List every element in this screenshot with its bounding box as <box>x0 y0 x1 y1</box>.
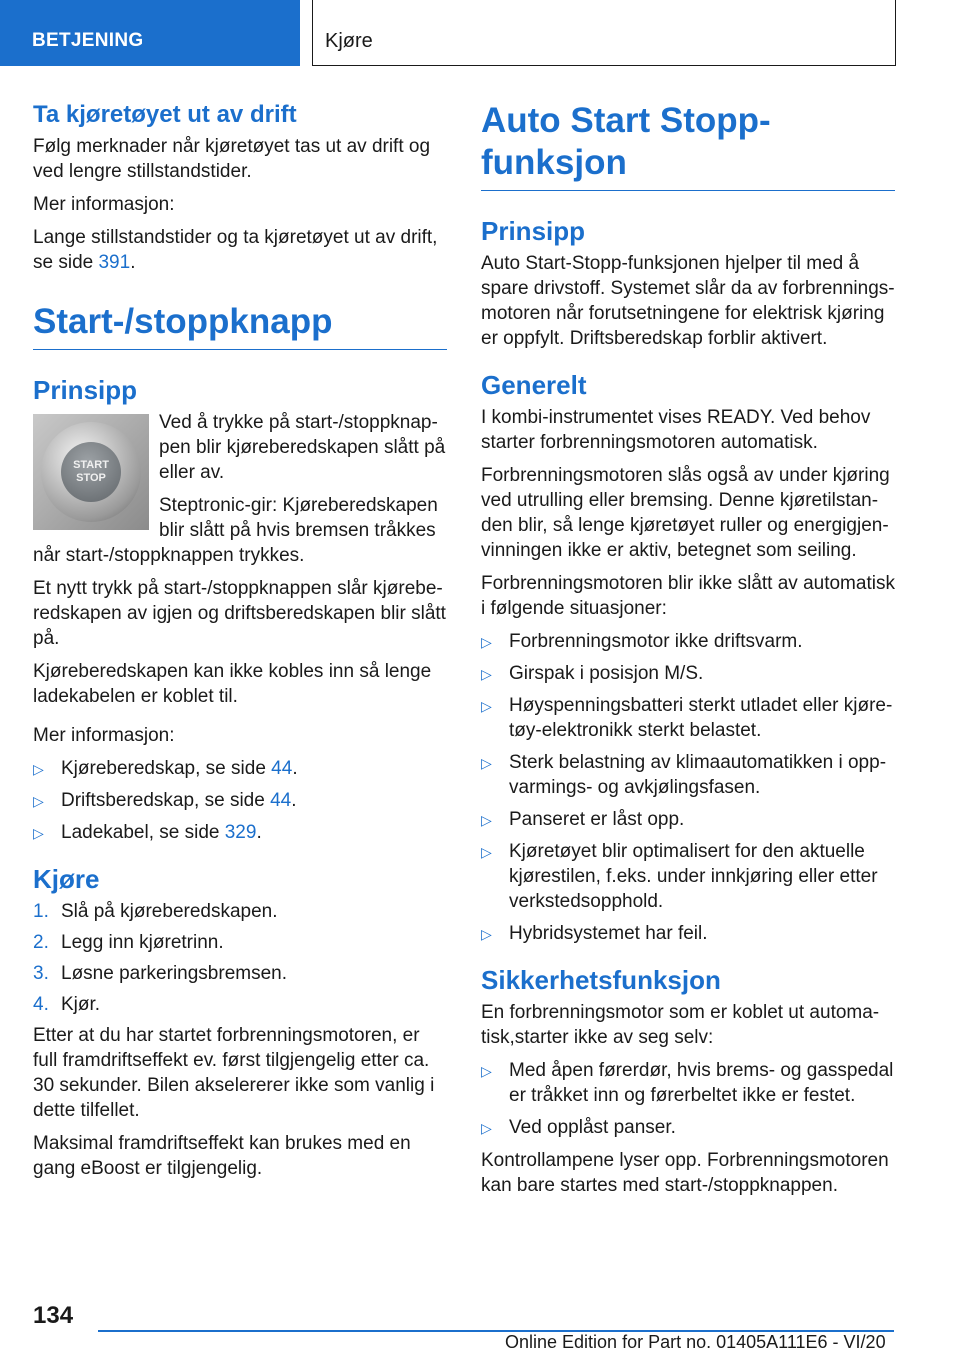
button-core <box>61 442 121 502</box>
heading-auto-start-stop: Auto Start Stopp-funksjon <box>481 100 895 191</box>
paragraph: Etter at du har startet forbrenningsmotoren, er full framdriftseffekt ev. først tilgjengelig etter ca. 30 sekunder. Bilen akselererer ikke som vanlig i dette tilfellet. <box>33 1025 435 1121</box>
triangle-bullet-icon: ▷ <box>481 926 492 942</box>
heading-principle: Prinsipp <box>33 375 138 405</box>
chapter-header <box>312 0 896 66</box>
triangle-bullet-icon: ▷ <box>481 698 492 714</box>
button-ring <box>41 422 141 522</box>
triangle-bullet-icon: ▷ <box>481 634 492 650</box>
paragraph: Kjøreberedskapen kan ikke kobles inn så lenge ladekabelen er koblet til. <box>33 661 432 707</box>
chapter-label: Kjøre <box>325 30 373 52</box>
section-label: BETJENING <box>32 30 144 51</box>
list-item: ▷ Kjøretøyet blir optimalisert for den aktuelle kjørestilen, f.eks. under innkjøring eller etter verkstedsopphold. <box>481 841 878 912</box>
list-item: ▷ Driftsberedskap, se side 44. <box>33 788 447 813</box>
list-item: ▷ Forbrenningsmotor ikke driftsvarm. <box>481 629 895 654</box>
triangle-bullet-icon: ▷ <box>481 1120 492 1136</box>
list-item: ▷ Panseret er låst opp. <box>481 807 895 832</box>
paragraph-with-link: Lange stillstandstider og ta kjøretøyet ut av drift, se side 391. <box>33 227 438 273</box>
heading-drive: Kjøre <box>33 864 100 894</box>
paragraph: Kontrollampene lyser opp. Forbrenningsmotoren kan bare startes med start-/stoppknappen. <box>481 1150 889 1196</box>
button-text-stop: STOP <box>76 472 106 484</box>
paragraph: Mer informasjon: <box>33 194 175 215</box>
list-item: ▷ Girspak i posisjon M/S. <box>481 661 895 686</box>
triangle-bullet-icon: ▷ <box>481 844 492 860</box>
paragraph: I kombi-instrumentet vises READY. Ved behov starter forbrenningsmotoren automatisk. <box>481 407 871 453</box>
page-link[interactable]: 391 <box>98 252 131 273</box>
start-stop-button-image <box>33 414 149 530</box>
paragraph: Steptronic-gir: Kjøreberedskapen blir slått på hvis bremsen tråkkes når start-/stoppknappen trykkes. <box>33 495 438 566</box>
triangle-bullet-icon: ▷ <box>33 761 44 777</box>
list-item: ▷ Høyspenningsbatteri sterkt utladet eller kjøre-tøy-elektronikk sterkt belastet. <box>481 695 893 741</box>
paragraph: Maksimal framdriftseffekt kan brukes med en gang eBoost er tilgjengelig. <box>33 1133 411 1179</box>
triangle-bullet-icon: ▷ <box>481 755 492 771</box>
left-column <box>33 100 447 1189</box>
page-link[interactable]: 44 <box>271 758 293 779</box>
list-item: ▷ Ladekabel, se side 329. <box>33 820 447 845</box>
section-tab <box>0 0 300 66</box>
step-item: 2. Legg inn kjøretrinn. <box>33 932 224 953</box>
list-item: ▷ Hybridsystemet har feil. <box>481 921 895 946</box>
paragraph: En forbrenningsmotor som er koblet ut automa-tisk,starter ikke av seg selv: <box>481 1002 880 1048</box>
triangle-bullet-icon: ▷ <box>33 825 44 841</box>
heading-decommission: Ta kjøretøyet ut av drift <box>33 101 297 128</box>
paragraph: Mer informasjon: <box>33 725 175 746</box>
paragraph: Forbrenningsmotoren blir ikke slått av automatisk i følgende situasjoner: <box>481 573 895 619</box>
right-column <box>481 100 895 1206</box>
list-item: ▷ Kjøreberedskap, se side 44. <box>33 756 447 781</box>
heading-start-stop-button: Start-/stoppknapp <box>33 301 447 350</box>
heading-safety-function: Sikkerhetsfunksjon <box>481 965 721 995</box>
more-info-list <box>33 756 447 845</box>
edition-note: Online Edition for Part no. 01405A111E6 - VI/20 <box>505 1332 886 1352</box>
list-item: ▷ Ved opplåst panser. <box>481 1115 895 1140</box>
paragraph: Et nytt trykk på start-/stoppknappen slår kjørebe-redskapen av igjen og driftsberedskapen blir slått på. <box>33 578 446 649</box>
situation-list <box>481 629 895 946</box>
paragraph: Auto Start-Stopp-funksjonen hjelper til med å spare drivstoff. Systemet slår da av forbrennings-motoren når forutsetningene for elektrisk kjøring er oppfylt. Driftsberedskap forblir aktivert. <box>481 253 895 349</box>
heading-general: Generelt <box>481 370 587 400</box>
list-item: ▷ Med åpen førerdør, hvis brems- og gasspedal er tråkket inn og førerbeltet ikke er festet. <box>481 1060 894 1106</box>
page-number: 134 <box>33 1302 74 1329</box>
triangle-bullet-icon: ▷ <box>481 666 492 682</box>
paragraph: Ved å trykke på start-/stoppknap-pen blir kjøreberedskapen slått på eller av. <box>159 412 446 483</box>
page-link[interactable]: 329 <box>224 822 257 843</box>
paragraph: Forbrenningsmotoren slås også av under kjøring ved utrulling eller bremsing. Denne kjøretilstan-den blir, så lenge kjøretøyet ruller og energigjen-vinningen ikke er aktiv, betegnet som seiling. <box>481 465 890 561</box>
triangle-bullet-icon: ▷ <box>33 793 44 809</box>
page-link[interactable]: 44 <box>270 790 292 811</box>
step-item: 4. Kjør. <box>33 994 101 1015</box>
drive-steps <box>33 899 447 1017</box>
triangle-bullet-icon: ▷ <box>481 1063 492 1079</box>
step-item: 3. Løsne parkeringsbremsen. <box>33 963 287 984</box>
step-item: 1. Slå på kjøreberedskapen. <box>33 901 278 922</box>
safety-list <box>481 1058 895 1140</box>
triangle-bullet-icon: ▷ <box>481 812 492 828</box>
paragraph: Følg merknader når kjøretøyet tas ut av drift og ved lengre stillstandstider. <box>33 136 431 182</box>
button-text-start: START <box>73 459 109 471</box>
list-item: ▷ Sterk belastning av klimaautomatikken i opp-varmings- og avkjølingsfasen. <box>481 752 887 798</box>
heading-principle: Prinsipp <box>481 216 586 246</box>
